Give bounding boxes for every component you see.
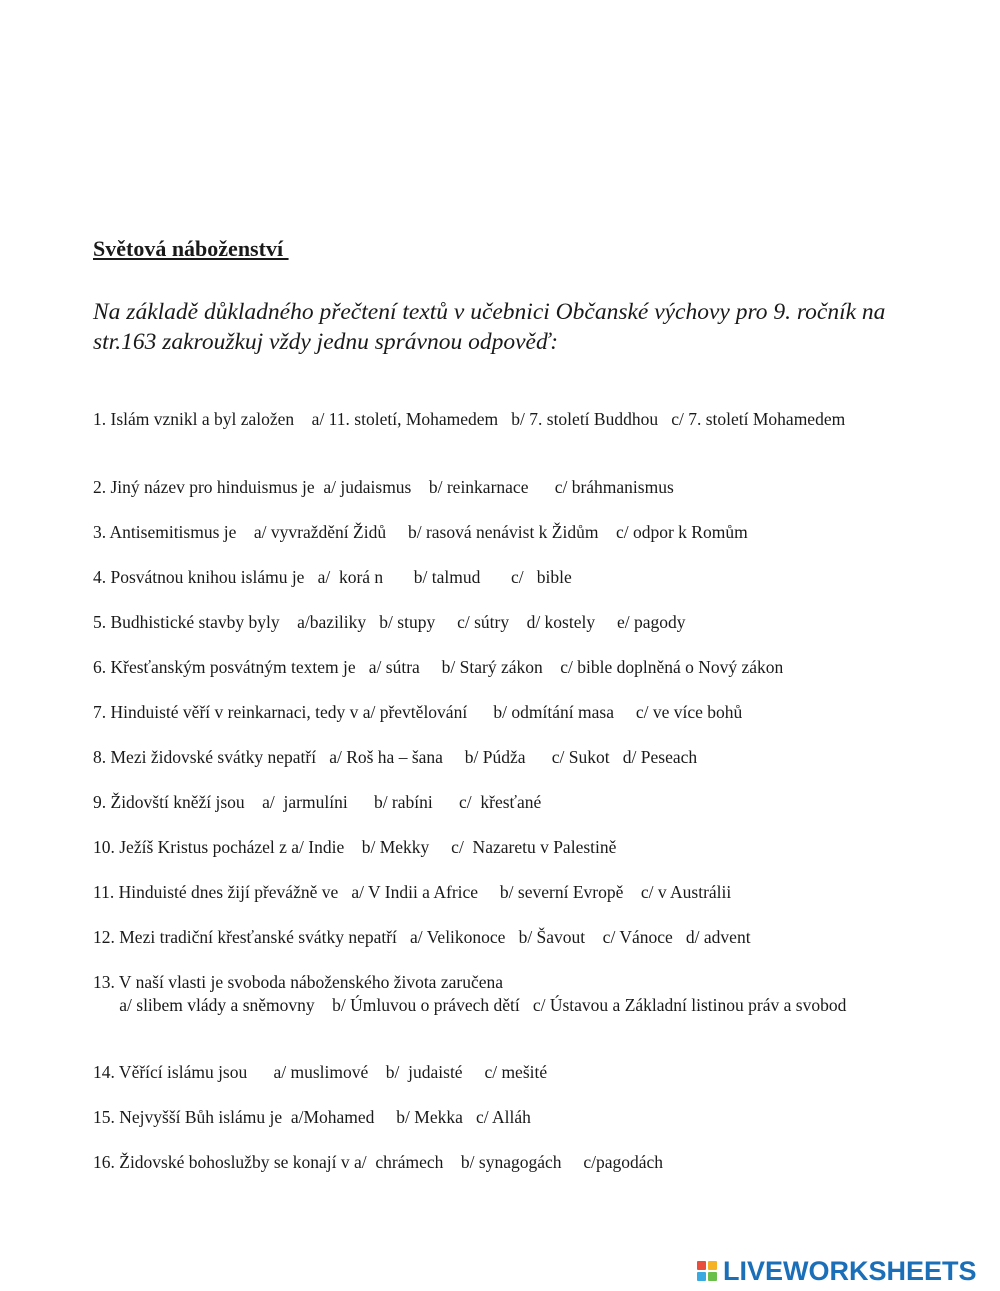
worksheet-title: Světová náboženství <box>93 236 289 261</box>
question-1: 1. Islám vznikl a byl založen a/ 11. století, Mohamedem b/ 7. století Buddhou c/ 7. století Mohamedem <box>93 409 846 429</box>
question-15: 15. Nejvyšší Bůh islámu je a/Mohamed b/ Mekka c/ Alláh <box>93 1107 531 1127</box>
question-14: 14. Věřící islámu jsou a/ muslimové b/ judaisté c/ mešité <box>93 1062 548 1082</box>
question-5: 5. Budhistické stavby byly a/baziliky b/ stupy c/ sútry d/ kostely e/ pagody <box>93 612 686 632</box>
liveworksheets-wordmark: LIVEWORKSHEETS <box>723 1255 977 1286</box>
question-6: 6. Křesťanským posvátným textem je a/ sútra b/ Starý zákon c/ bible doplněná o Nový zákon <box>93 657 784 677</box>
question-12: 12. Mezi tradiční křesťanské svátky nepatří a/ Velikonoce b/ Šavout c/ Vánoce d/ advent <box>93 927 751 947</box>
question-8: 8. Mezi židovské svátky nepatří a/ Roš ha – šana b/ Púdža c/ Sukot d/ Peseach <box>93 747 698 767</box>
question-2: 2. Jiný název pro hinduismus je a/ judaismus b/ reinkarnace c/ bráhmanismus <box>93 477 674 497</box>
question-16: 16. Židovské bohoslužby se konají v a/ chrámech b/ synagogách c/pagodách <box>93 1152 664 1172</box>
question-9: 9. Židovští kněží jsou a/ jarmulíni b/ rabíni c/ křesťané <box>93 792 542 812</box>
question-4: 4. Posvátnou knihou islámu je a/ korá n b/ talmud c/ bible <box>93 567 572 587</box>
question-11: 11. Hinduisté dnes žijí převážně ve a/ V Indii a Africe b/ severní Evropě c/ v Austrálii <box>93 882 732 902</box>
question-10: 10. Ježíš Kristus pocházel z a/ Indie b/ Mekky c/ Nazaretu v Palestině <box>93 837 617 857</box>
question-13: 13. V naší vlasti je svoboda náboženského života zaručena a/ slibem vlády a sněmovny b/ Úmluvou o právech dětí c/ Ústavou a Základní listinou práv a svobod <box>93 972 847 1015</box>
worksheet-instruction: Na základě důkladného přečtení textů v učebnici Občanské výchovy pro 9. ročník na str.163 zakroužkuj vždy jednu správnou odpověď: <box>93 299 886 355</box>
question-7: 7. Hinduisté věří v reinkarnaci, tedy v a/ převtělování b/ odmítání masa c/ ve více bohů <box>93 702 743 722</box>
liveworksheets-logo-icon <box>697 1261 717 1281</box>
question-3: 3. Antisemitismus je a/ vyvraždění Židů b/ rasová nenávist k Židům c/ odpor k Romům <box>93 522 748 542</box>
liveworksheets-watermark <box>697 1256 977 1286</box>
